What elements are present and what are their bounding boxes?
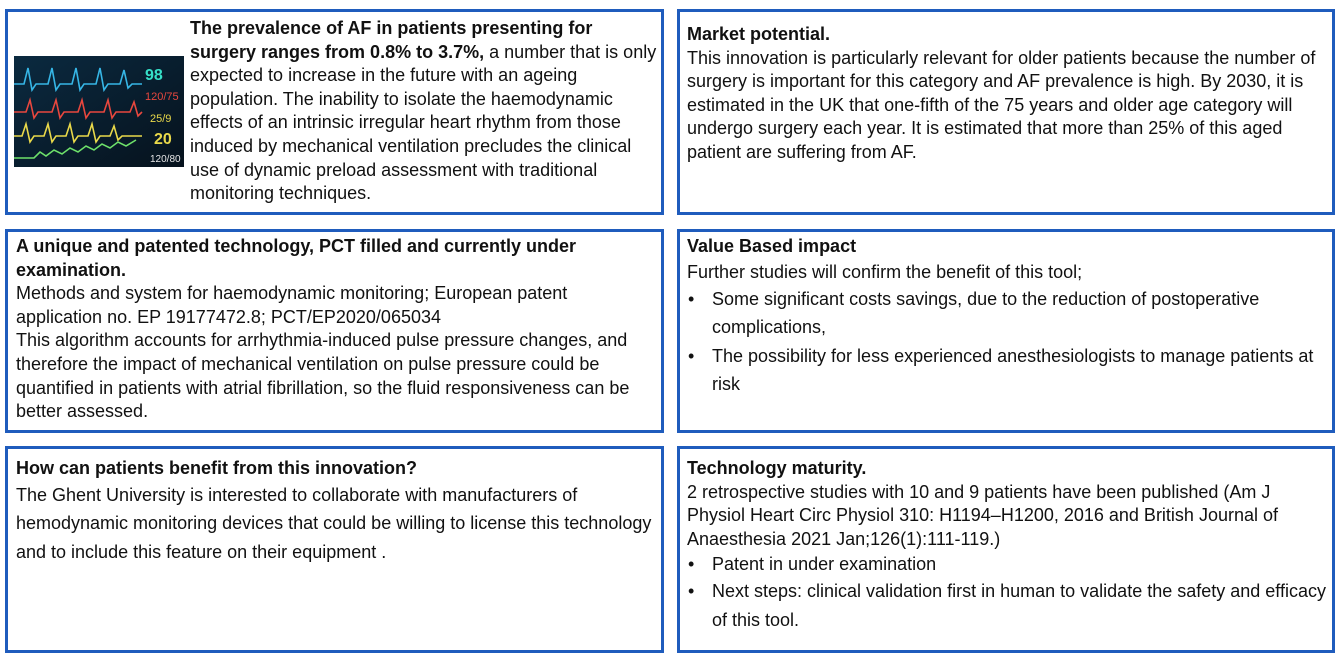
prevalence-paragraph [190, 17, 660, 206]
prevalence-text: a number that is only expected to increase in the future with an ageing population. The inability to isolate the haemodynamic effects of an intrinsic irregular heart rhythm from those induced by mechanical ventilation precludes the clinical use of dynamic preload assessment with traditional monitoring techniques. [190, 41, 657, 204]
monitor-reading-hr: 98 [145, 67, 163, 84]
patent-description: This algorithm accounts for arrhythmia-induced pulse pressure changes, and therefore the impact of mechanical ventilation on pulse pressure could be quantified in patients with atrial fibrillation, so the fluid responsiveness can be better assessed. [16, 330, 630, 422]
prevalence-box [5, 9, 664, 215]
patent-title: A unique and patented technology, PCT filled and currently under examination. [16, 236, 577, 280]
market-potential-title: Market potential. [687, 24, 831, 44]
technology-maturity-intro: 2 retrospective studies with 10 and 9 patients have been published (Am J Physiol Heart Circ Physiol 310: H1194–H1200, 2016 and British Journal of Anaesthesia 2021 Jan;126(1):111-119.) [687, 481, 1278, 549]
technology-maturity-box [677, 446, 1335, 653]
value-impact-title: Value Based impact [687, 236, 857, 256]
patient-benefit-title: How can patients benefit from this innovation? [16, 458, 418, 478]
market-potential-text: This innovation is particularly relevant for older patients because the number of surgery is important for this category and AF prevalence is high. By 2030, it is estimated in the UK that one-fifth of the 75 years and older age category will undergo surgery each year. It is estimated that more than 25% of this aged patient are suffering from AF. [687, 47, 1316, 162]
patient-monitor-image [14, 56, 184, 167]
bullet-icon: • [688, 554, 695, 575]
list-item: • Patent in under examination [687, 551, 1327, 577]
patient-benefit-box [5, 446, 664, 653]
list-item: • The possibility for less experienced anesthesiologists to manage patients at risk [687, 342, 1327, 399]
value-impact-intro: Further studies will confirm the benefit of this tool; [687, 261, 1083, 282]
market-potential-box [677, 9, 1335, 215]
bullet-icon: • [688, 345, 695, 366]
monitor-reading-nibp: 120/80 [150, 154, 181, 165]
prevalence-highlight: The prevalence of AF in patients presenting for surgery ranges from 0.8% to 3.7%, [190, 18, 593, 62]
monitor-reading-pap: 25/9 [150, 113, 172, 125]
technology-maturity-title: Technology maturity. [687, 458, 867, 478]
value-impact-list [687, 285, 1327, 399]
patent-reference: Methods and system for haemodynamic monitoring; European patent application no. EP 19177472.8; PCT/EP2020/065034 [16, 283, 568, 327]
patient-benefit-text: The Ghent University is interested to collaborate with manufacturers of hemodynamic monitoring devices that could be willing to license this technology and to include this feature on their equipment . [16, 484, 652, 562]
list-item: • Next steps: clinical validation first in human to validate the safety and efficacy of this tool. [687, 577, 1327, 634]
value-impact-box [677, 229, 1335, 433]
patent-box [5, 229, 664, 433]
monitor-reading-bp: 120/75 [145, 91, 179, 103]
bullet-icon: • [688, 581, 695, 602]
bullet-icon: • [688, 288, 695, 309]
list-item: • Some significant costs savings, due to the reduction of postoperative complications, [687, 285, 1327, 342]
monitor-reading-resp: 20 [154, 131, 172, 148]
technology-maturity-list [687, 551, 1327, 634]
